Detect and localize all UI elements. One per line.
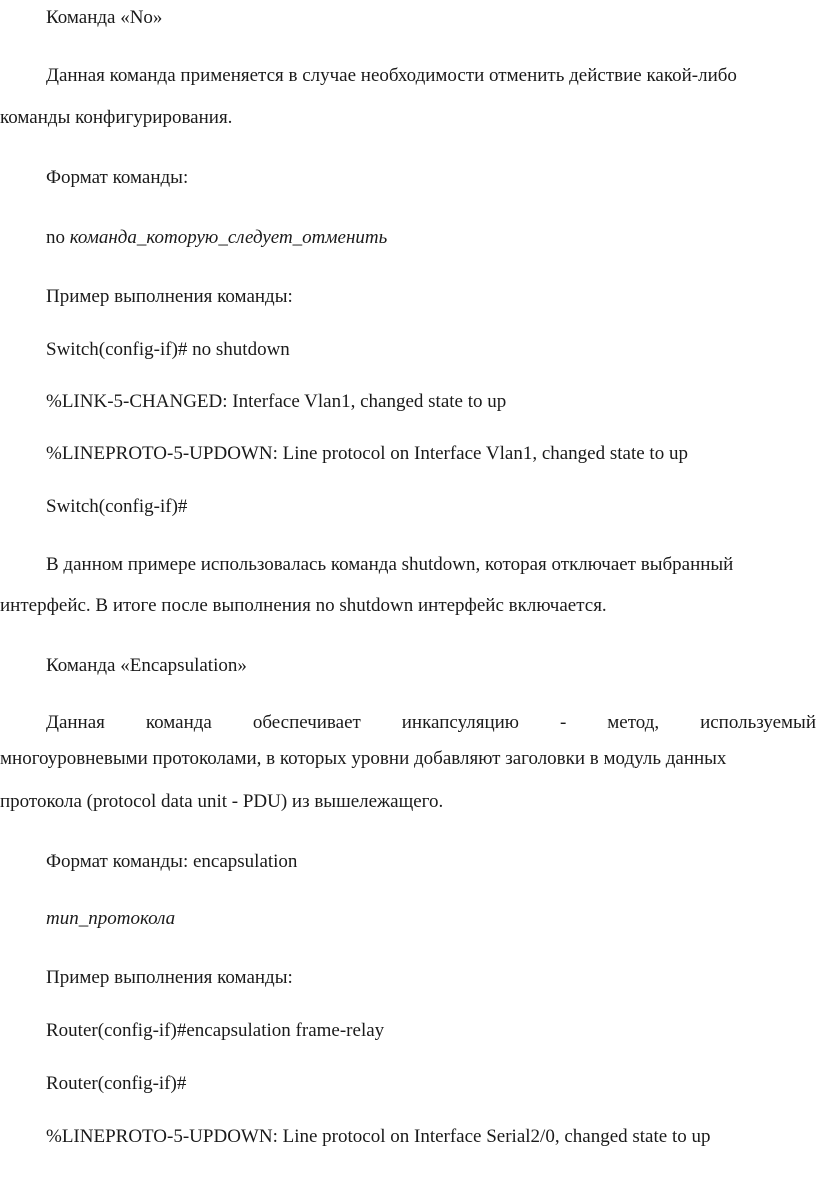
example-line: Router(config-if)#encapsulation frame-relay [46, 1020, 385, 1041]
paragraph-line: команды конфигурирования. [0, 107, 233, 128]
word: используемый [700, 712, 816, 733]
word: обеспечивает [252, 712, 361, 733]
example-line: %LINEPROTO-5-UPDOWN: Line protocol on Interface Serial2/0, changed state to up [46, 1126, 711, 1147]
paragraph-line: интерфейс. В итоге после выполнения no shutdown интерфейс включается. [0, 595, 607, 616]
paragraph-line: протокола (protocol data unit - PDU) из вышележащего. [0, 791, 444, 812]
example-label: Пример выполнения команды: [46, 967, 293, 988]
paragraph-line: многоуровневыми протоколами, в которых уровни добавляют заголовки в модуль данных [0, 748, 727, 769]
example-line: %LINEPROTO-5-UPDOWN: Line protocol on Interface Vlan1, changed state to up [46, 443, 688, 464]
justified-paragraph-line [46, 711, 816, 735]
example-line: %LINK-5-CHANGED: Interface Vlan1, changed state to up [46, 391, 507, 412]
paragraph-line: В данном примере использовалась команда shutdown, которая отключает выбранный [46, 554, 734, 575]
format-command: no [46, 227, 65, 248]
word: команда [145, 712, 212, 733]
format-line [46, 226, 387, 250]
heading-encapsulation-command: Команда «Encapsulation» [46, 655, 247, 676]
paragraph-line: Данная команда применяется в случае необходимости отменить действие какой-либо [46, 65, 737, 86]
format-argument: команда_которую_следует_отменить [69, 227, 388, 248]
heading-no-command: Команда «No» [46, 7, 163, 28]
word: метод, [607, 712, 660, 733]
example-label: Пример выполнения команды: [46, 286, 293, 307]
example-line: Router(config-if)# [46, 1073, 187, 1094]
word: инкапсуляцию [401, 712, 519, 733]
format-argument: тип_протокола [46, 908, 176, 929]
format-label: Формат команды: encapsulation [46, 851, 298, 872]
example-line: Switch(config-if)# [46, 496, 188, 517]
format-label: Формат команды: [46, 167, 189, 188]
word: Данная [46, 712, 105, 733]
example-line: Switch(config-if)# no shutdown [46, 339, 290, 360]
word: - [559, 712, 567, 733]
